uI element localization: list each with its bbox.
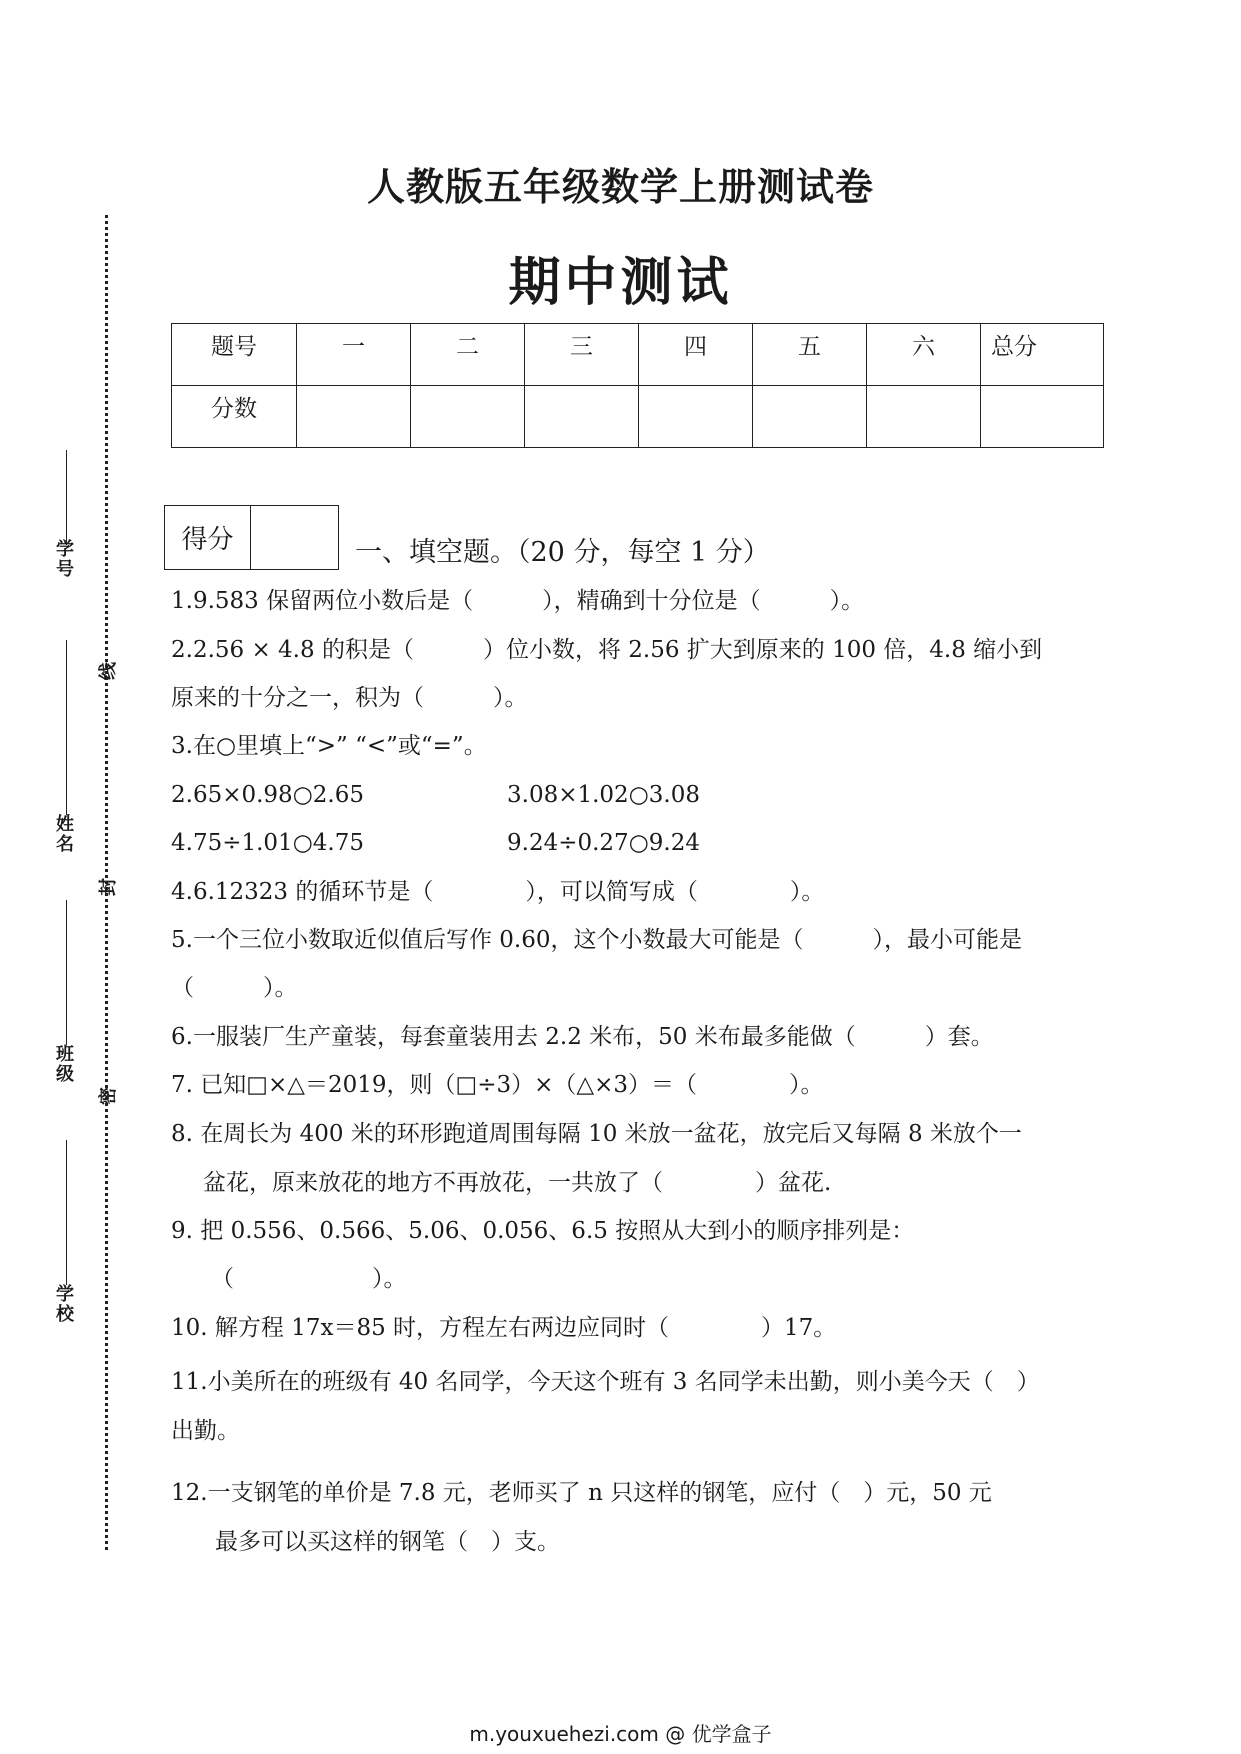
section-score-box [164,505,339,570]
score-cell: 五 [753,324,867,386]
question-line: 2.65×0.98○2.65 [171,782,364,808]
question-line: 8. 在周长为 400 米的环形跑道周围每隔 10 米放一盆花，放完后又每隔 8 米放个一 [171,1121,1022,1147]
score-cell: 三 [525,324,639,386]
question-line: 6.一服装厂生产童装，每套童装用去 2.2 米布，50 米布最多能做（ ）套。 [171,1024,994,1050]
question-line: 3.在○里填上“>” “<”或“=”。 [171,733,487,759]
question-line: 2.2.56 × 4.8 的积是（ ）位小数，将 2.56 扩大到原来的 100 倍，4.8 缩小到 [171,637,1043,663]
paper-title: 人教版五年级数学上册测试卷 [366,164,874,209]
score-cell: 二 [411,324,525,386]
section-score-label: 得分 [165,506,251,569]
question-line: 5.一个三位小数取近似值后写作 0.60，这个小数最大可能是（ ），最小可能是 [171,927,1022,953]
score-input-cell[interactable] [639,386,753,448]
student-id-line [66,450,67,545]
score-table [171,323,1104,448]
score-cell: 六 [867,324,981,386]
section-heading: 一、填空题。（20 分，每空 1 分） [355,537,770,568]
question-line: 4.6.12323 的循环节是（ ），可以简写成（ ）。 [171,879,825,905]
question-line: （ ）。 [211,1266,407,1292]
student-id-label: 学号 [56,539,74,580]
score-cell: 总分 [981,324,1104,386]
seal-line-char: 线 [98,662,119,680]
footer-watermark: m.youxuehezi.com @ 优学盒子 [469,1722,772,1746]
question-line: 9.24÷0.27○9.24 [507,830,700,856]
question-line: 3.08×1.02○3.08 [507,782,700,808]
score-table-header-row [172,324,1104,386]
score-cell: 四 [639,324,753,386]
question-line: 10. 解方程 17x＝85 时，方程左右两边应同时（ ）17。 [171,1315,837,1341]
question-line: 9. 把 0.556、0.566、5.06、0.056、6.5 按照从大到小的顺序排列是： [171,1218,915,1244]
score-cell: 分数 [172,386,297,448]
score-input-cell[interactable] [525,386,639,448]
question-line: 盆花，原来放花的地方不再放花，一共放了（ ）盆花. [203,1170,832,1196]
class-label: 班级 [56,1044,74,1085]
question-line: 11.小美所在的班级有 40 名同学，今天这个班有 3 名同学未出勤，则小美今天（ ） [171,1369,1040,1395]
class-line [66,900,67,1045]
section-score-field[interactable] [251,506,338,569]
seal-secret-char: 密 [98,1087,119,1105]
score-input-cell[interactable] [753,386,867,448]
paper-subtitle: 期中测试 [508,252,733,313]
school-label: 学校 [56,1284,74,1325]
score-cell: 一 [297,324,411,386]
score-table-score-row [172,386,1104,448]
score-input-cell[interactable] [981,386,1104,448]
seal-seal-char: 封 [98,878,119,896]
question-line: 1.9.583 保留两位小数后是（ ），精确到十分位是（ ）。 [171,588,865,614]
question-line: 最多可以买这样的钢笔（ ）支。 [215,1529,560,1555]
score-input-cell[interactable] [867,386,981,448]
question-line: 原来的十分之一，积为（ ）。 [171,685,528,711]
question-line: 出勤。 [171,1418,240,1444]
name-label: 姓名 [56,814,74,855]
score-input-cell[interactable] [297,386,411,448]
question-line: 4.75÷1.01○4.75 [171,830,364,856]
score-input-cell[interactable] [411,386,525,448]
name-line [66,640,67,815]
question-line: （ ）。 [171,975,298,1001]
school-line [66,1140,67,1285]
score-cell: 题号 [172,324,297,386]
question-line: 7. 已知□×△＝2019，则（□÷3）×（△×3）＝（ ）。 [171,1072,824,1098]
question-line: 12.一支钢笔的单价是 7.8 元，老师买了 n 只这样的钢笔，应付（ ）元，50 元 [171,1480,992,1506]
